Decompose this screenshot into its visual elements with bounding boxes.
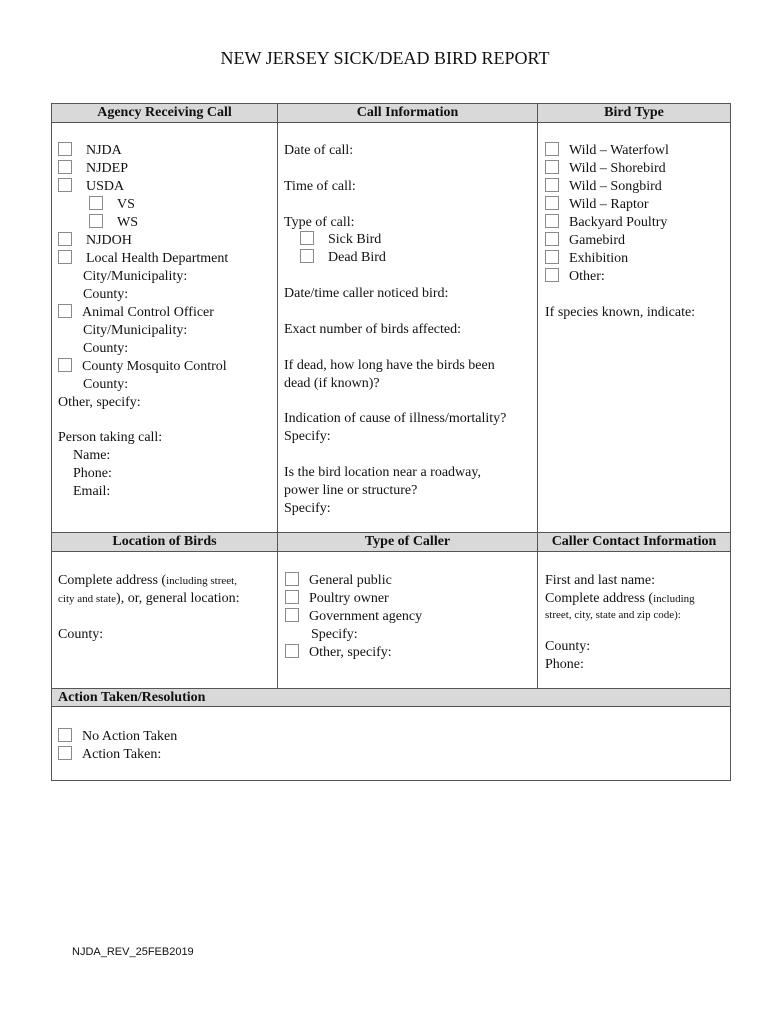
person-phone-label: Phone: bbox=[73, 466, 112, 481]
header-call: Call Information bbox=[278, 104, 537, 123]
complete-address-label-2 bbox=[58, 590, 240, 608]
agency-other-label: Other, specify: bbox=[58, 395, 141, 410]
location-county-label: County: bbox=[58, 627, 104, 642]
waterfowl-label: Wild – Waterfowl bbox=[569, 143, 669, 158]
exhibition-checkbox[interactable] bbox=[545, 250, 559, 264]
songbird-checkbox[interactable] bbox=[545, 178, 559, 192]
date-of-call-label: Date of call: bbox=[284, 143, 354, 158]
poultry-owner-label: Poultry owner bbox=[309, 591, 389, 606]
njdep-checkbox[interactable] bbox=[58, 160, 72, 174]
location-question-label-2: power line or structure? bbox=[284, 483, 418, 498]
action-taken-checkbox[interactable] bbox=[58, 746, 72, 760]
dead-duration-label: If dead, how long have the birds been bbox=[284, 358, 495, 373]
njdoh-checkbox[interactable] bbox=[58, 232, 72, 246]
raptor-label: Wild – Raptor bbox=[569, 197, 649, 212]
no-action-checkbox[interactable] bbox=[58, 728, 72, 742]
dead-bird-checkbox[interactable] bbox=[300, 249, 314, 263]
divider bbox=[277, 103, 278, 689]
njda-checkbox[interactable] bbox=[58, 142, 72, 156]
cause-label: Indication of cause of illness/mortality? bbox=[284, 411, 507, 426]
vs-checkbox[interactable] bbox=[89, 196, 103, 210]
usda-checkbox[interactable] bbox=[58, 178, 72, 192]
aco-city-label: City/Municipality: bbox=[83, 323, 188, 338]
gamebird-label: Gamebird bbox=[569, 233, 625, 248]
address-note: including bbox=[653, 593, 695, 605]
header-caller-type: Type of Caller bbox=[278, 533, 537, 552]
general-public-label: General public bbox=[309, 573, 392, 588]
type-of-call-label: Type of call: bbox=[284, 215, 355, 230]
animal-control-checkbox[interactable] bbox=[58, 304, 72, 318]
backyard-poultry-label: Backyard Poultry bbox=[569, 215, 668, 230]
caller-address-note: street, city, state and zip code): bbox=[545, 609, 681, 621]
header-caller-contact: Caller Contact Information bbox=[538, 533, 730, 552]
lhd-city-label: City/Municipality: bbox=[83, 269, 188, 284]
exhibition-label: Exhibition bbox=[569, 251, 629, 266]
location-specify-label: Specify: bbox=[284, 501, 331, 516]
person-name-label: Name: bbox=[73, 448, 111, 463]
bird-other-checkbox[interactable] bbox=[545, 268, 559, 282]
songbird-label: Wild – Songbird bbox=[569, 179, 662, 194]
local-health-checkbox[interactable] bbox=[58, 250, 72, 264]
dead-bird-label: Dead Bird bbox=[328, 250, 386, 265]
lhd-county-label: County: bbox=[83, 287, 129, 302]
noticed-label: Date/time caller noticed bird: bbox=[284, 286, 449, 301]
person-email-label: Email: bbox=[73, 484, 111, 499]
sick-bird-checkbox[interactable] bbox=[300, 231, 314, 245]
mosquito-control-label: County Mosquito Control bbox=[82, 359, 227, 374]
divider bbox=[537, 103, 538, 689]
person-taking-call-label: Person taking call: bbox=[58, 430, 163, 445]
government-specify-label: Specify: bbox=[311, 627, 358, 642]
vs-label: VS bbox=[117, 197, 135, 212]
no-action-label: No Action Taken bbox=[82, 729, 178, 744]
report-title: NEW JERSEY SICK/DEAD BIRD REPORT bbox=[220, 48, 550, 68]
bird-other-label: Other: bbox=[569, 269, 605, 284]
action-taken-label: Action Taken: bbox=[82, 747, 162, 762]
address-note: including street, bbox=[166, 575, 237, 587]
caller-other-label: Other, specify: bbox=[309, 645, 392, 660]
caller-county-label: County: bbox=[545, 639, 591, 654]
aco-county-label: County: bbox=[83, 341, 129, 356]
address-text: ), or, general location: bbox=[116, 591, 240, 606]
species-label: If species known, indicate: bbox=[545, 305, 696, 320]
dead-duration-label-2: dead (if known)? bbox=[284, 376, 380, 391]
njda-label: NJDA bbox=[86, 143, 122, 158]
complete-address-label bbox=[58, 572, 237, 590]
caller-name-label: First and last name: bbox=[545, 573, 656, 588]
njdep-label: NJDEP bbox=[86, 161, 129, 176]
njdoh-label: NJDOH bbox=[86, 233, 132, 248]
sick-bird-label: Sick Bird bbox=[328, 232, 382, 247]
address-note: city and state bbox=[58, 593, 117, 605]
animal-control-label: Animal Control Officer bbox=[82, 305, 214, 320]
time-of-call-label: Time of call: bbox=[284, 179, 356, 194]
general-public-checkbox[interactable] bbox=[285, 572, 299, 586]
government-agency-label: Government agency bbox=[309, 609, 423, 624]
poultry-owner-checkbox[interactable] bbox=[285, 590, 299, 604]
backyard-poultry-checkbox[interactable] bbox=[545, 214, 559, 228]
waterfowl-checkbox[interactable] bbox=[545, 142, 559, 156]
header-location: Location of Birds bbox=[52, 533, 277, 552]
shorebird-checkbox[interactable] bbox=[545, 160, 559, 174]
ws-checkbox[interactable] bbox=[89, 214, 103, 228]
raptor-checkbox[interactable] bbox=[545, 196, 559, 210]
caller-phone-label: Phone: bbox=[545, 657, 584, 672]
cmc-county-label: County: bbox=[83, 377, 129, 392]
revision-footer: NJDA_REV_25FEB2019 bbox=[72, 946, 194, 958]
number-affected-label: Exact number of birds affected: bbox=[284, 322, 462, 337]
cause-specify-label: Specify: bbox=[284, 429, 331, 444]
address-text: Complete address ( bbox=[58, 573, 167, 588]
address-text: Complete address ( bbox=[545, 591, 654, 606]
header-agency: Agency Receiving Call bbox=[52, 104, 277, 123]
mosquito-control-checkbox[interactable] bbox=[58, 358, 72, 372]
location-question-label: Is the bird location near a roadway, bbox=[284, 465, 481, 480]
ws-label: WS bbox=[117, 215, 138, 230]
header-action: Action Taken/Resolution bbox=[52, 689, 730, 707]
local-health-label: Local Health Department bbox=[86, 251, 229, 266]
caller-other-checkbox[interactable] bbox=[285, 644, 299, 658]
shorebird-label: Wild – Shorebird bbox=[569, 161, 666, 176]
gamebird-checkbox[interactable] bbox=[545, 232, 559, 246]
government-agency-checkbox[interactable] bbox=[285, 608, 299, 622]
usda-label: USDA bbox=[86, 179, 125, 194]
header-bird: Bird Type bbox=[538, 104, 730, 123]
